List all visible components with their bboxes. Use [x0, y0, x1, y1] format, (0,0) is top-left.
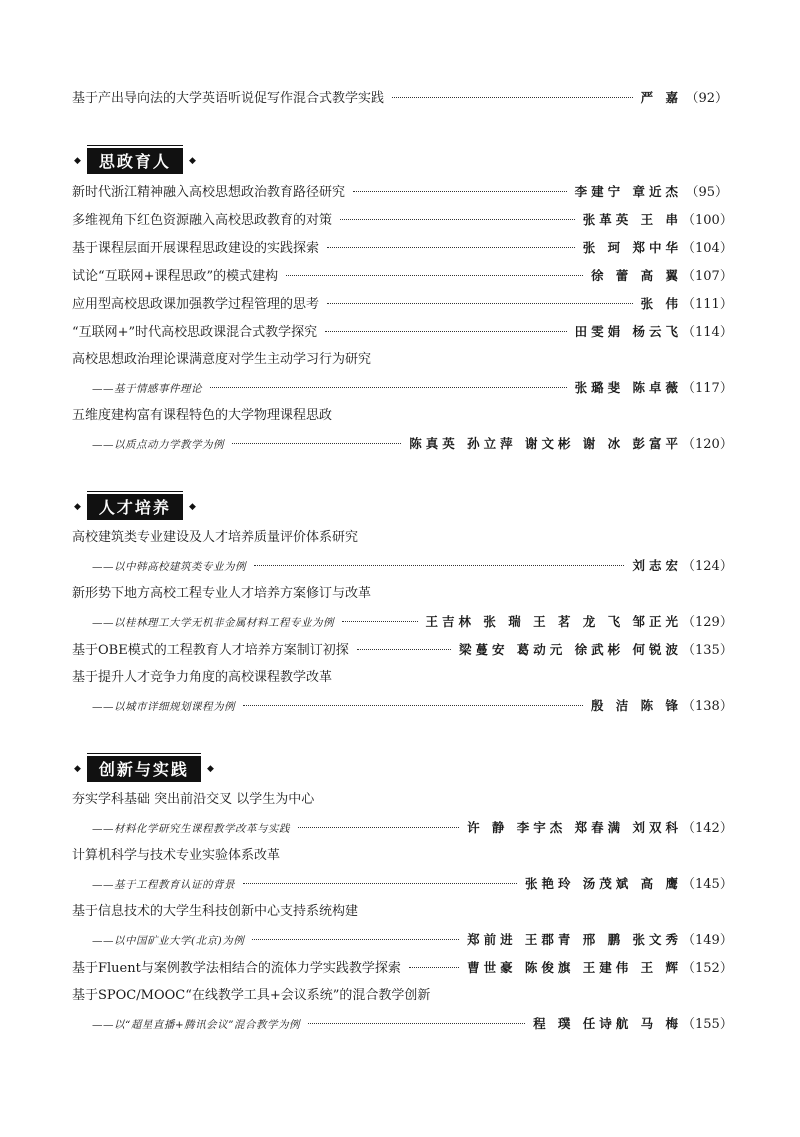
entry-page: （152） — [682, 961, 733, 976]
entry-page: （117） — [682, 381, 733, 396]
entry-page: （111） — [682, 297, 733, 312]
entry-authors: 张璐斐 陈卓薇 — [574, 380, 682, 395]
section-header-rencai — [74, 494, 728, 520]
entry-authors: 张革英 王 串 — [582, 212, 682, 227]
toc-entry[interactable] — [72, 266, 733, 286]
toc-entry[interactable] — [72, 556, 733, 576]
toc-entry[interactable] — [72, 378, 733, 398]
leader-dots — [340, 218, 575, 220]
table-of-contents — [72, 88, 733, 1034]
diamond-icon: ◆ — [188, 156, 196, 166]
diamond-icon: ◆ — [206, 764, 214, 774]
entry-title: 基于Fluent与案例教学法相结合的流体力学实践教学探索 — [72, 961, 401, 976]
entry-subtitle: ——以中韩高校建筑类专业为例 — [92, 561, 246, 573]
toc-entry-title-line[interactable]: 新形势下地方高校工程专业人才培养方案修订与改革 — [72, 586, 372, 601]
entry-authors: 曹世豪 陈俊旗 王建伟 王 辉 — [467, 960, 682, 975]
entry-subtitle: ——以“超星直播+腾讯会议”混合教学为例 — [92, 1019, 301, 1031]
entry-authors: 殷 洁 陈 锋 — [590, 698, 682, 713]
section-header-sizheng — [74, 148, 728, 174]
diamond-icon: ◆ — [74, 156, 81, 166]
entry-authors: 张 伟 — [640, 296, 682, 311]
toc-entry[interactable] — [72, 696, 733, 716]
entry-subtitle: ——以城市详细规划课程为例 — [92, 701, 235, 713]
entry-subtitle: ——以质点动力学教学为例 — [92, 439, 224, 451]
entry-page: （114） — [682, 325, 733, 340]
entry-page: （155） — [682, 1017, 733, 1032]
toc-entry[interactable] — [72, 182, 728, 202]
leader-dots — [232, 442, 401, 444]
diamond-icon: ◆ — [74, 502, 81, 512]
toc-entry-title-line[interactable]: 基于提升人才竞争力角度的高校课程教学改革 — [72, 670, 333, 685]
entry-authors: 田雯娟 杨云飞 — [574, 324, 682, 339]
toc-entry[interactable] — [72, 874, 733, 894]
leader-dots — [327, 302, 633, 304]
toc-entry[interactable] — [72, 294, 733, 314]
entry-page: （142） — [682, 821, 733, 836]
diamond-icon: ◆ — [74, 764, 81, 774]
entry-subtitle: ——材料化学研究生课程教学改革与实践 — [92, 823, 290, 835]
leader-dots — [298, 826, 459, 828]
entry-authors: 徐 蕾 高 翼 — [590, 268, 682, 283]
entry-page: （107） — [682, 269, 733, 284]
entry-page: （138） — [682, 699, 733, 714]
toc-entry[interactable] — [72, 238, 733, 258]
entry-authors: 李建宁 章近杰 — [574, 184, 682, 199]
entry-authors: 许 静 李宇杰 郑春满 刘双科 — [467, 820, 682, 835]
leader-dots — [392, 96, 633, 98]
toc-entry[interactable] — [72, 818, 733, 838]
entry-authors: 梁蔓安 葛动元 徐武彬 何锐波 — [458, 642, 682, 657]
entry-title: 基于课程层面开展课程思政建设的实践探索 — [72, 241, 320, 256]
entry-authors: 程 璞 任诗航 马 梅 — [533, 1016, 682, 1031]
toc-entry[interactable] — [72, 612, 733, 632]
toc-entry[interactable] — [72, 930, 733, 950]
entry-subtitle: ——基于工程教育认证的背景 — [92, 879, 235, 891]
entry-title: 多维视角下红色资源融入高校思政教育的对策 — [72, 213, 333, 228]
entry-authors: 严 嘉 — [640, 90, 682, 105]
entry-page: （145） — [682, 877, 733, 892]
toc-entry-title-line[interactable]: 基于信息技术的大学生科技创新中心支持系统构建 — [72, 904, 359, 919]
toc-entry[interactable] — [72, 434, 733, 454]
entry-authors: 陈真英 孙立萍 谢文彬 谢 冰 彭富平 — [409, 436, 682, 451]
toc-entry-title-line[interactable]: 高校建筑类专业建设及人才培养质量评价体系研究 — [72, 530, 359, 545]
entry-title: 试论“互联网+课程思政”的模式建构 — [72, 269, 279, 284]
leader-dots — [325, 330, 566, 332]
toc-entry[interactable] — [72, 1014, 733, 1034]
entry-page: （129） — [682, 615, 733, 630]
leader-dots — [342, 620, 418, 622]
entry-title: 基于产出导向法的大学英语听说促写作混合式教学实践 — [72, 91, 385, 106]
entry-title: 应用型高校思政课加强教学过程管理的思考 — [72, 297, 320, 312]
entry-subtitle: ——以中国矿业大学(北京)为例 — [92, 935, 245, 947]
leader-dots — [353, 190, 567, 192]
diamond-icon: ◆ — [188, 502, 196, 512]
entry-page: （135） — [682, 643, 733, 658]
entry-title: 新时代浙江精神融入高校思想政治教育路径研究 — [72, 185, 346, 200]
entry-page: （104） — [682, 241, 733, 256]
toc-entry-title-line[interactable]: 五维度建构富有课程特色的大学物理课程思政 — [72, 408, 333, 423]
entry-page: （95） — [685, 185, 728, 200]
toc-entry-title-line[interactable]: 夯实学科基础 突出前沿交叉 以学生为中心 — [72, 792, 315, 807]
leader-dots — [357, 648, 451, 650]
entry-authors: 刘志宏 — [632, 558, 682, 573]
leader-dots — [327, 246, 575, 248]
leader-dots — [409, 966, 459, 968]
entry-authors: 张艳玲 汤茂斌 高 鹰 — [524, 876, 682, 891]
toc-entry-title-line[interactable]: 计算机科学与技术专业实验体系改革 — [72, 848, 281, 863]
section-header-chuangxin — [74, 756, 728, 782]
leader-dots — [254, 564, 624, 566]
toc-entry-title-line[interactable]: 高校思想政治理论课满意度对学生主动学习行为研究 — [72, 352, 372, 367]
toc-entry-title-line[interactable]: 基于SPOC/MOOC“在线教学工具+会议系统”的混合教学创新 — [72, 988, 431, 1003]
entry-authors: 张 珂 郑中华 — [582, 240, 682, 255]
leader-dots — [252, 938, 459, 940]
entry-page: （92） — [685, 91, 728, 106]
entry-title: “互联网+”时代高校思政课混合式教学探究 — [72, 325, 318, 340]
toc-entry[interactable] — [72, 640, 733, 660]
entry-subtitle: ——以桂林理工大学无机非金属材料工程专业为例 — [92, 617, 334, 629]
entry-title: 基于OBE模式的工程教育人才培养方案制订初探 — [72, 643, 349, 658]
leader-dots — [210, 386, 567, 388]
section-label: 创新与实践 — [87, 756, 201, 782]
section-label: 思政育人 — [87, 148, 183, 174]
toc-entry[interactable] — [72, 958, 733, 978]
entry-page: （120） — [682, 437, 733, 452]
entry-authors: 王吉林 张 瑞 王 茗 龙 飞 邹正光 — [425, 614, 682, 629]
section-label: 人才培养 — [87, 494, 183, 520]
toc-entry[interactable] — [72, 88, 728, 108]
entry-page: （149） — [682, 933, 733, 948]
entry-page: （124） — [682, 559, 733, 574]
toc-entry[interactable] — [72, 322, 733, 342]
leader-dots — [243, 704, 583, 706]
leader-dots — [243, 882, 517, 884]
entry-page: （100） — [682, 213, 733, 228]
entry-authors: 郑前进 王郡青 邢 鹏 张文秀 — [467, 932, 682, 947]
entry-subtitle: ——基于情感事件理论 — [92, 383, 202, 395]
leader-dots — [286, 274, 583, 276]
leader-dots — [308, 1022, 525, 1024]
toc-entry[interactable] — [72, 210, 733, 230]
